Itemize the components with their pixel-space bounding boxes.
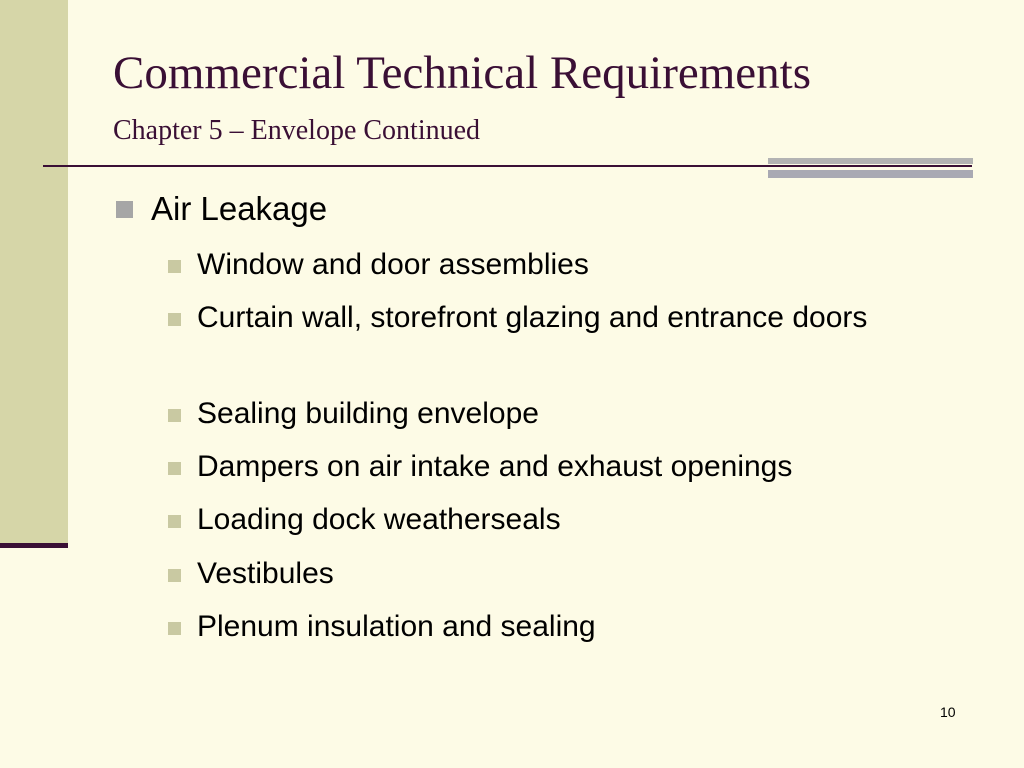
left-decorative-band — [0, 0, 68, 545]
sub-bullet — [168, 553, 948, 595]
square-bullet-icon — [116, 201, 133, 218]
sub-bullet-text: Dampers on air intake and exhaust openings — [197, 450, 793, 483]
slide-title: Commercial Technical Requirements — [113, 47, 812, 99]
sub-bullet — [168, 606, 948, 648]
page-number: 10 — [940, 704, 956, 720]
bullet-main-text: Air Leakage — [151, 190, 328, 227]
square-bullet-icon — [168, 622, 181, 635]
sub-bullet — [168, 446, 948, 488]
square-bullet-icon — [168, 260, 181, 273]
accent-bar-top — [768, 158, 973, 164]
sub-bullet — [168, 393, 948, 435]
square-bullet-icon — [168, 515, 181, 528]
sub-bullet-text: Sealing building envelope — [197, 397, 539, 430]
accent-bar-bottom — [768, 170, 973, 178]
sub-bullet — [168, 244, 948, 286]
square-bullet-icon — [168, 569, 181, 582]
square-bullet-icon — [168, 409, 181, 422]
square-bullet-icon — [168, 462, 181, 475]
sub-bullet — [168, 499, 948, 541]
square-bullet-icon — [168, 313, 181, 326]
sub-bullet-text: Plenum insulation and sealing — [197, 610, 596, 643]
left-band-underline — [0, 543, 68, 548]
title-divider — [43, 165, 972, 167]
sub-bullet-text: Loading dock weatherseals — [197, 503, 561, 536]
sub-bullet — [168, 297, 928, 339]
sub-bullet-text: Window and door assemblies — [197, 248, 589, 281]
sub-bullet-text: Curtain wall, storefront glazing and entrance doors — [197, 301, 868, 334]
slide-subtitle: Chapter 5 – Envelope Continued — [113, 115, 481, 146]
sub-bullet-text: Vestibules — [197, 557, 334, 590]
